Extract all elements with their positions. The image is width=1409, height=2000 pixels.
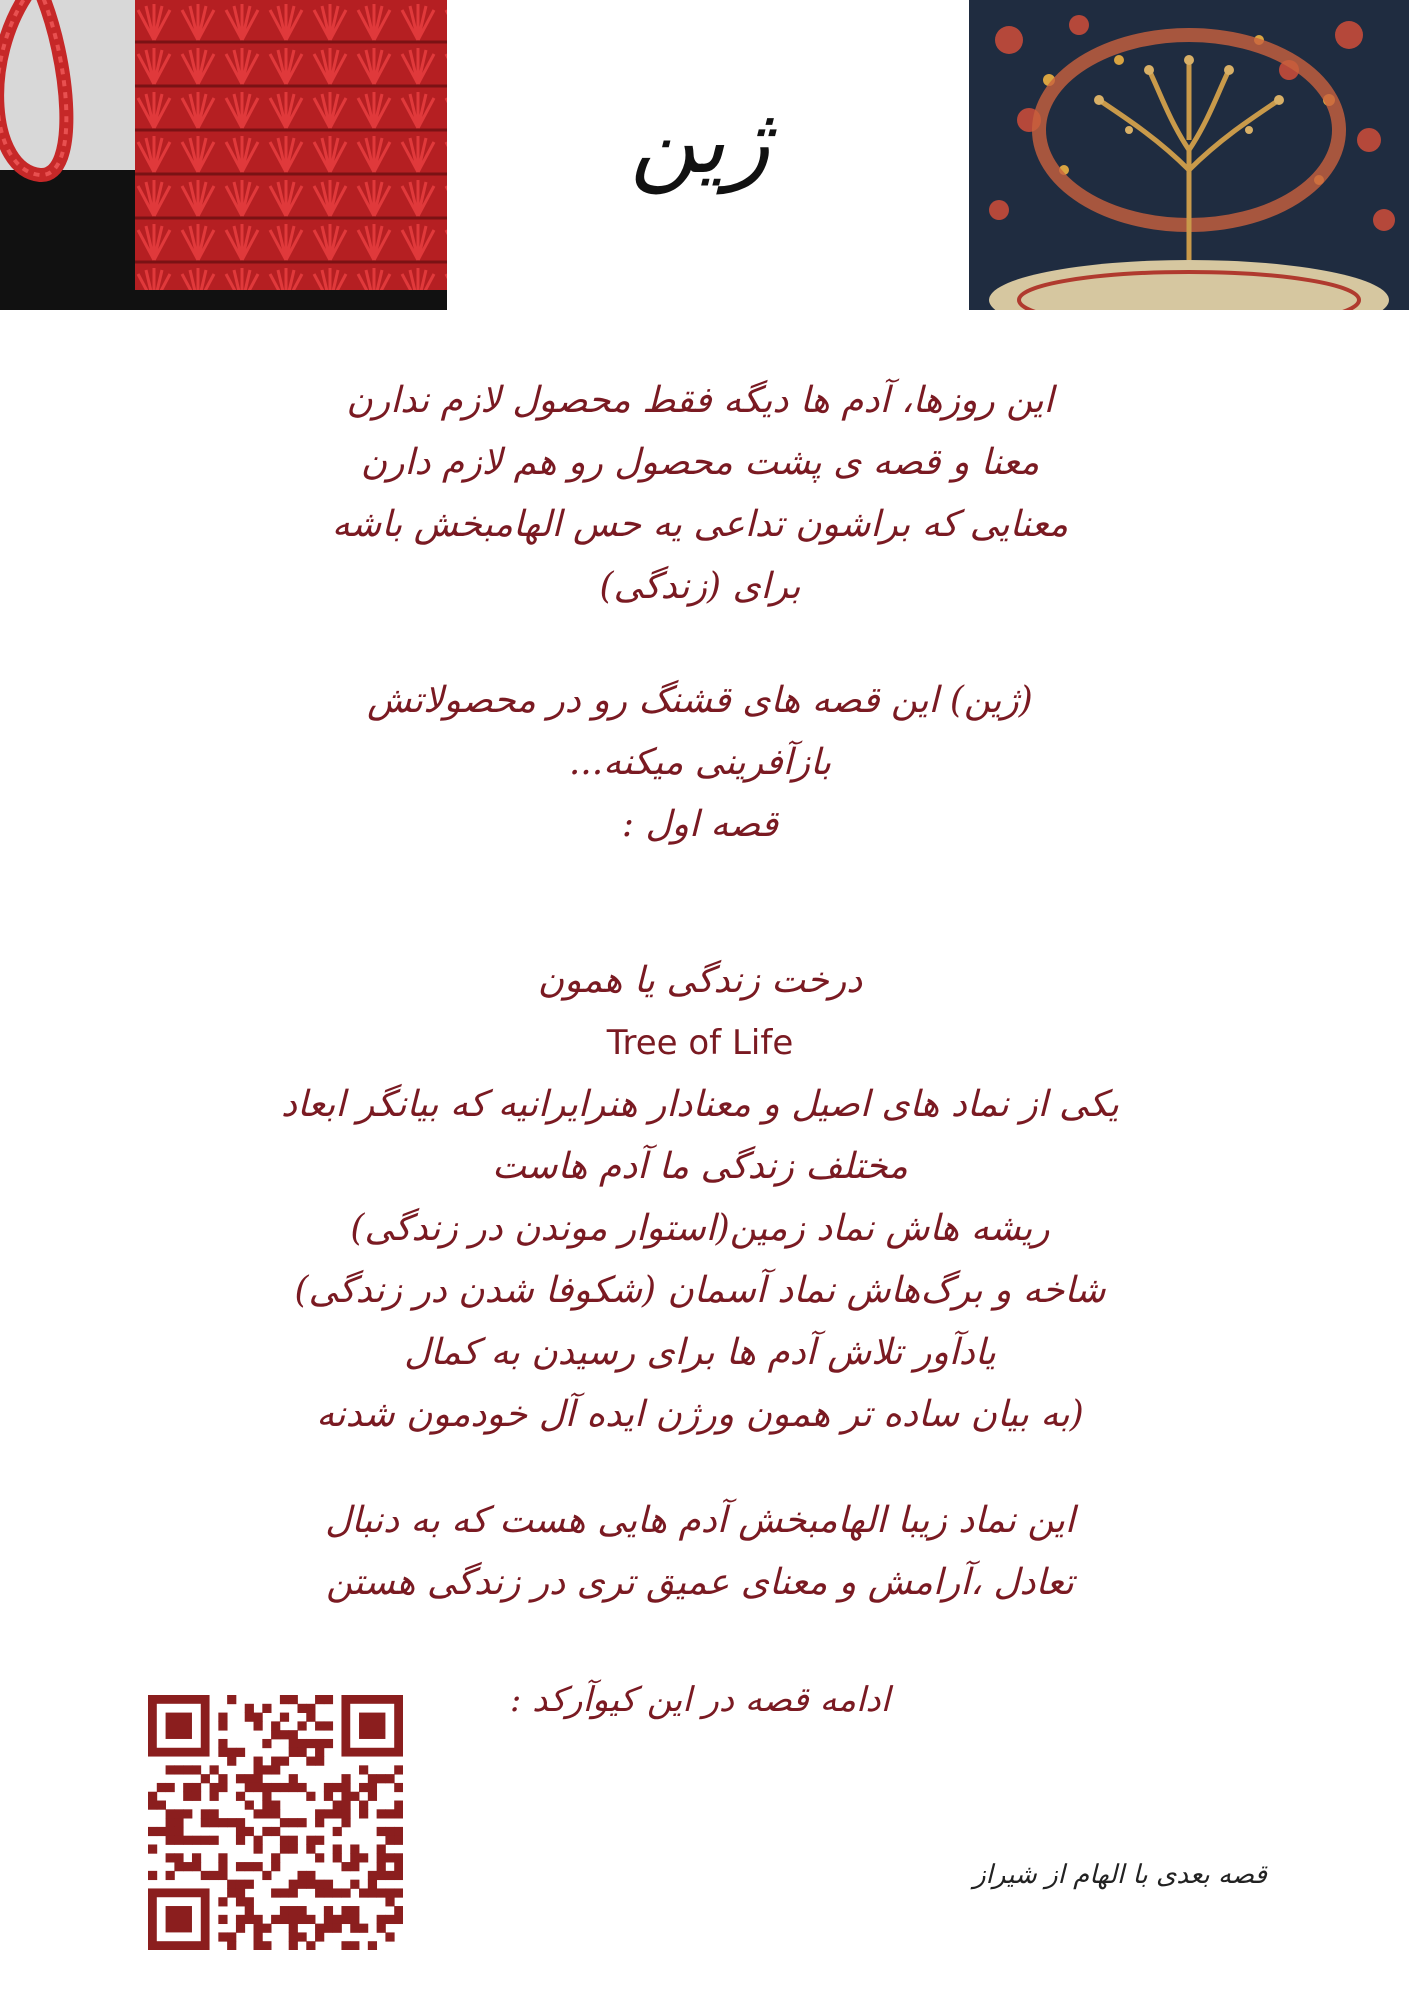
qr-caption: ادامه قصه در این کیوآرکد : <box>509 1680 891 1720</box>
qr-code-icon[interactable] <box>148 1695 403 1950</box>
text-line: (به بیان ساده تر همون ورژن ایده آل خودمون شدنه <box>316 1394 1084 1435</box>
text-line: تعادل ،آرامش و معنای عمیق تری در زندگی هستن <box>326 1562 1074 1603</box>
text-line: این روزها، آدم ها دیگه فقط محصول لازم ندارن <box>346 380 1054 421</box>
text-line: برای (زندگی) <box>599 566 801 607</box>
tree-of-life-carpet-photo <box>969 0 1409 310</box>
next-story-note: قصه بعدی با الهام از شیراز <box>973 1860 1267 1890</box>
red-crochet-bag-photo <box>0 0 447 310</box>
text-line: (ژین) این قصه های قشنگ رو در محصولاتش <box>367 680 1033 721</box>
text-line: درخت زندگی یا همون <box>537 960 863 1001</box>
text-line: یادآور تلاش آدم ها برای رسیدن به کمال <box>404 1332 996 1373</box>
text-line: قصه اول : <box>621 804 779 845</box>
text-line: شاخه و برگ‌هاش نماد آسمان (شکوفا شدن در زندگی) <box>294 1270 1106 1311</box>
crochet-bag-illustration <box>0 0 447 310</box>
carpet-illustration <box>969 0 1409 310</box>
tree-of-life-title: Tree of Life <box>606 1023 794 1063</box>
brand-story-paragraph <box>150 670 1250 856</box>
text-line: بازآفرینی میکنه... <box>568 742 832 783</box>
tree-of-life-paragraph <box>150 950 1250 1446</box>
text-line: این نماد زیبا الهامبخش آدم هایی هست که به دنبال <box>325 1500 1075 1541</box>
qr-code-graphic <box>148 1695 403 1950</box>
text-line: مختلف زندگی ما آدم هاست <box>492 1146 908 1187</box>
text-line: معنایی که براشون تداعی یه حس الهامبخش باشه <box>331 504 1069 545</box>
intro-paragraph <box>150 370 1250 618</box>
text-line: ریشه هاش نماد زمین(استوار موندن در زندگی) <box>350 1208 1050 1249</box>
closing-paragraph <box>150 1490 1250 1614</box>
text-line: معنا و قصه ی پشت محصول رو هم لازم دارن <box>360 442 1040 483</box>
brand-logo: ژین <box>629 87 771 194</box>
text-line: یکی از نماد های اصیل و معنادار هنرایرانیه که بیانگر ابعاد <box>281 1084 1119 1125</box>
